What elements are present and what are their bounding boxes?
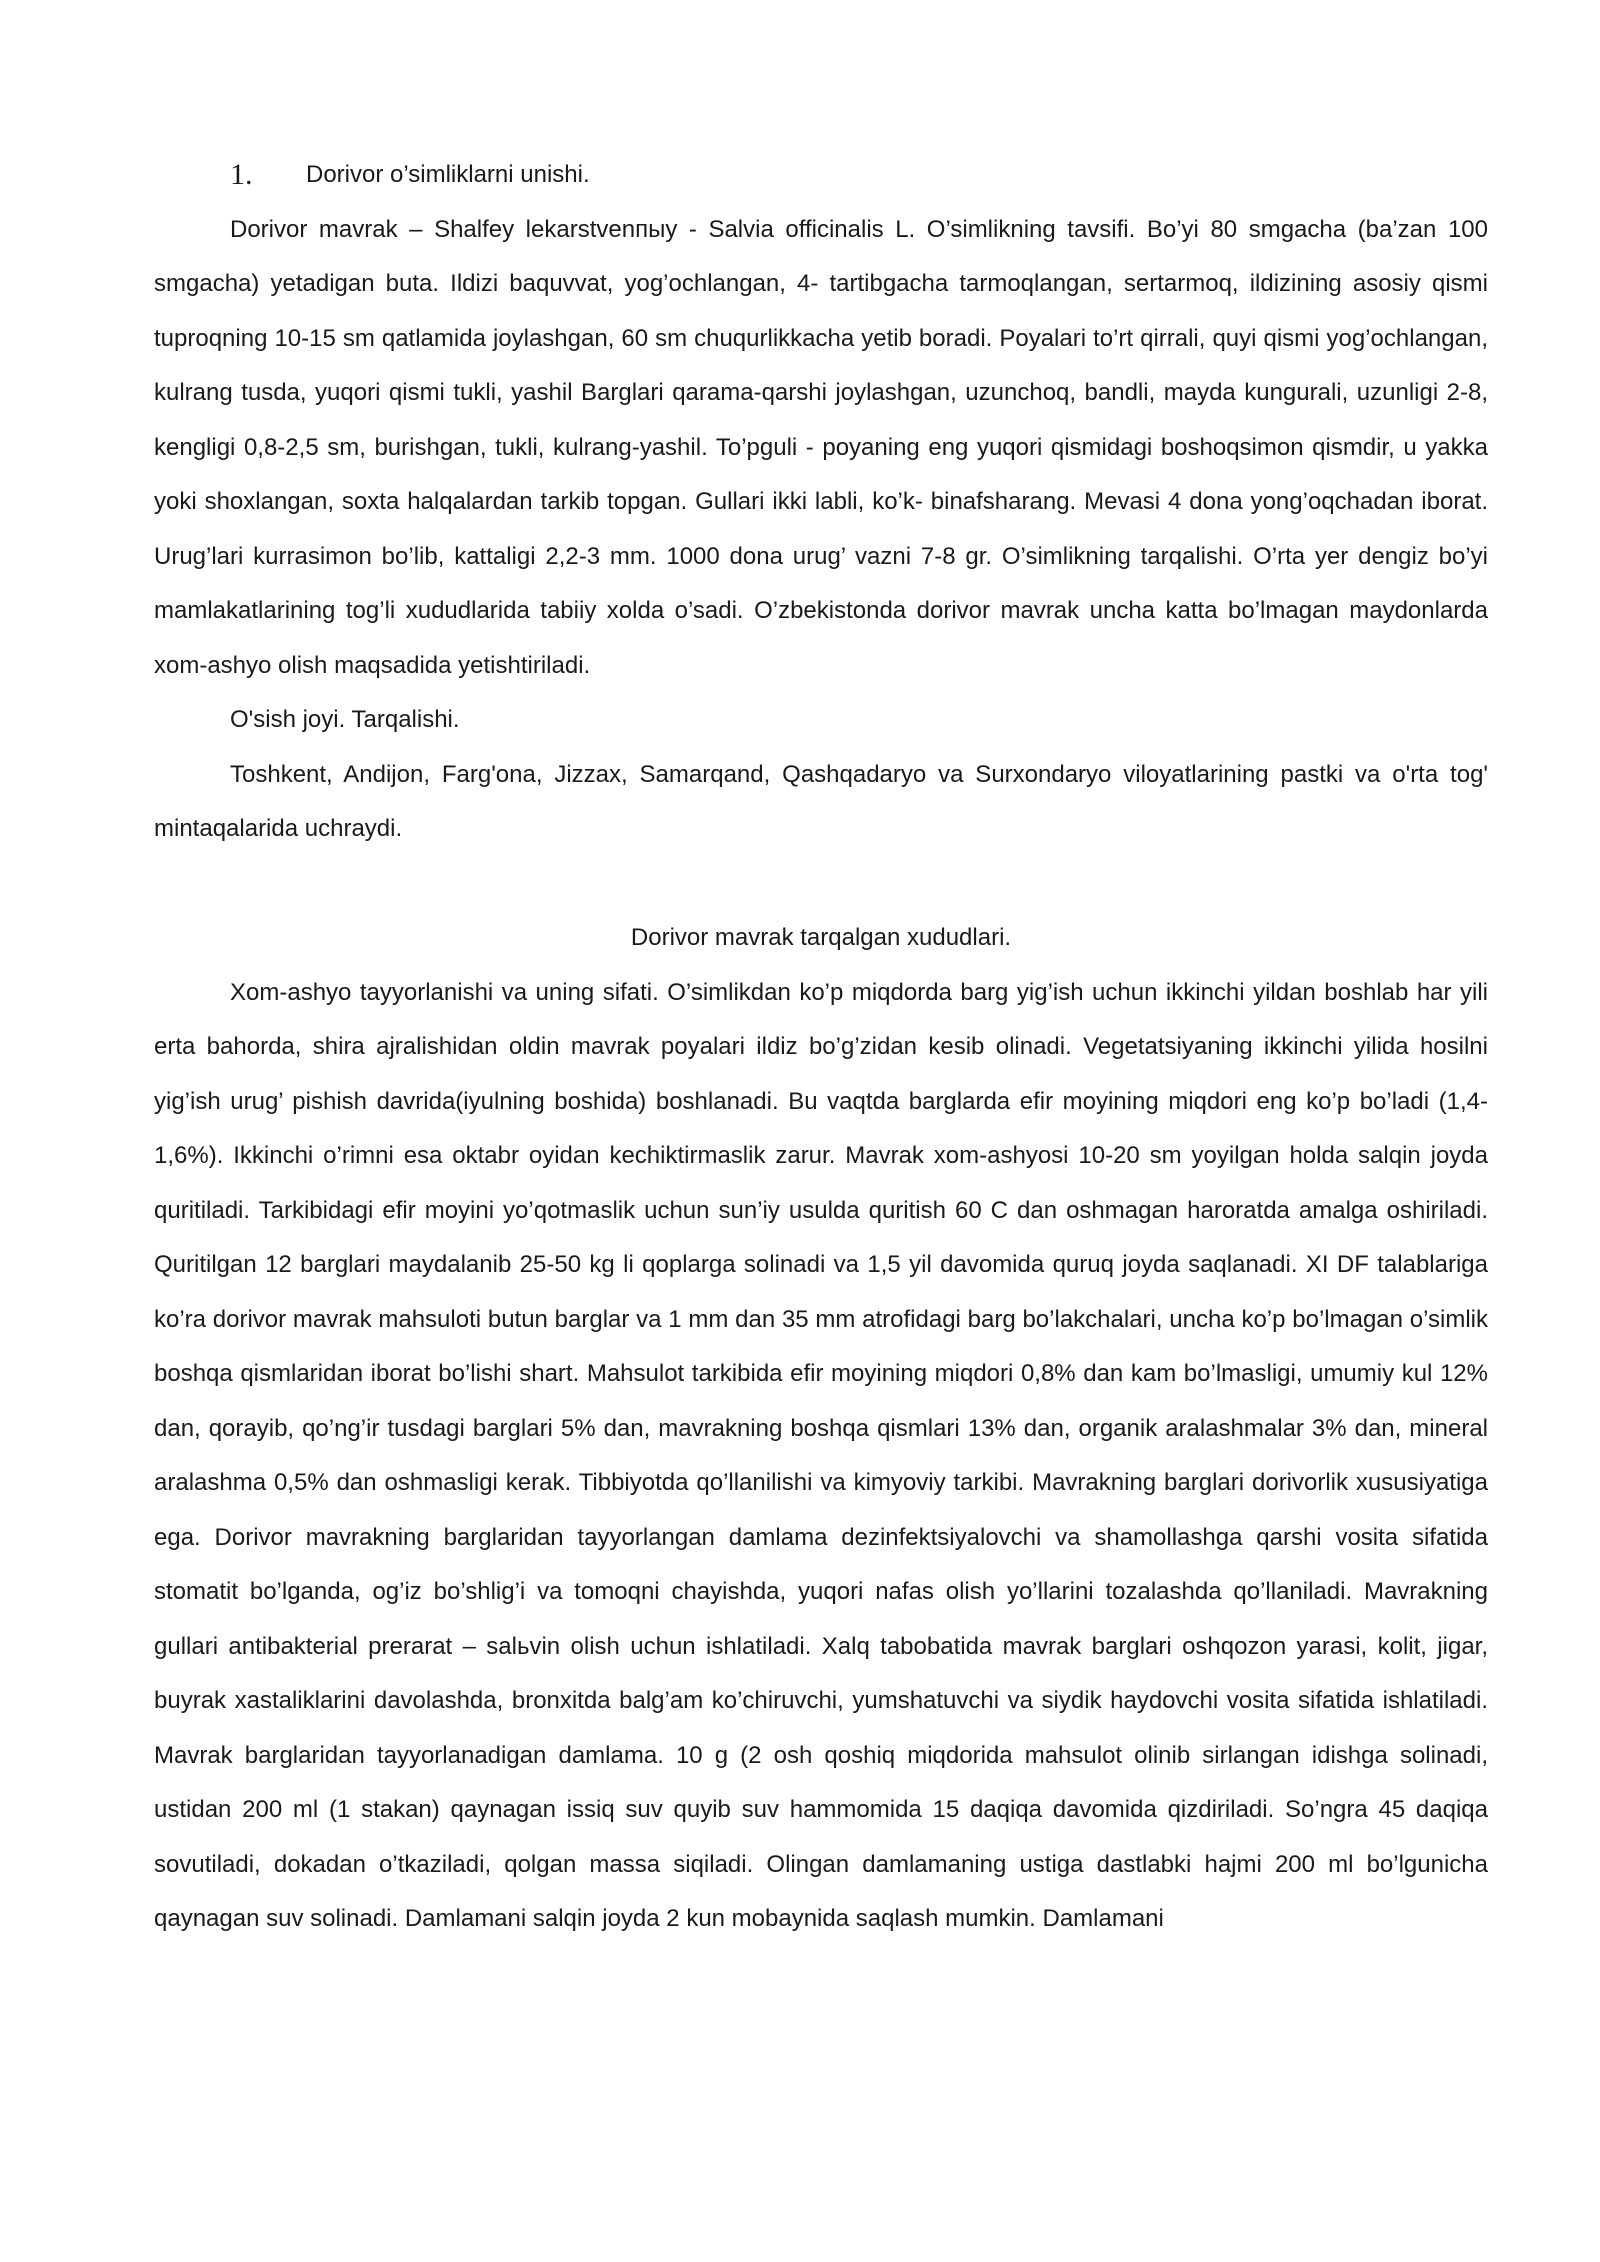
document-page	[154, 148, 1488, 1947]
regions-paragraph: Toshkent, Andijon, Farg'ona, Jizzax, Samarqand, Qashqadaryo va Surxondaryo viloyatlarining pastki va o'rta tog' mintaqalarida uchraydi.	[154, 760, 1488, 842]
intro-paragraph: Dorivor mavrak – Shalfey lekarstvenпыy - Salvia officinalis L. O’simlikning tavsifi. Bo’yi 80 smgacha (ba’zan 100 smgacha) yetadigan buta. Ildizi baquvvat, yog’ochlangan, 4- tartibgacha tarmoqlangan, sertarmoq, ildizining asosiy qismi tuproqning 10-15 sm qatlamida joylashgan, 60 sm chuqurlikkacha yetib boradi. Poyalari to’rt qirrali, quyi qismi yog’ochlangan, kulrang tusda, yuqori qismi tukli, yashil Barglari qarama-qarshi joylashgan, uzunchoq, bandli, mayda kungurali, uzunligi 2-8, kengligi 0,8-2,5 sm, burishgan, tukli, kulrang-yashil. To’pguli - poyaning eng yuqori qismidagi boshoqsimon qismdir, u yakka yoki shoxlangan, soxta halqalardan tarkib topgan. Gullari ikki labli, ko’k- binafsharang. Mevasi 4 dona yong’oqchadan iborat. Urug’lari kurrasimon bo’lib, kattaligi 2,2-3 mm. 1000 dona urug’ vazni 7-8 gr. O’simlikning tarqalishi. O’rta yer dengiz bo’yi mamlakatlarining tog’li xududlarida tabiiy xolda o’sadi. O’zbekistonda dorivor mavrak uncha katta bo’lmagan maydonlarda xom-ashyo olish maqsadida yetishtiriladi.	[154, 215, 1488, 679]
figure-caption: Dorivor mavrak tarqalgan xududlari.	[630, 924, 1012, 951]
section-number: 1.	[230, 158, 253, 191]
growth-heading: O'sish joyi. Tarqalishi.	[230, 706, 460, 733]
section-heading	[154, 148, 1488, 203]
figure-placeholder	[154, 857, 1488, 912]
section-title: Dorivor o’simliklarni unishi.	[306, 161, 590, 188]
raw-material-paragraph: Xom-ashyo tayyorlanishi va uning sifati. O’simlikdan ko’p miqdorda barg yig’ish uchun ikkinchi yildan boshlab har yili erta bahorda, shira ajralishidan oldin mavrak poyalari ildiz bo’g’zidan kesib olinadi. Vegetatsiyaning ikkinchi yilida hosilni yig’ish urug’ pishish davrida(iyulning boshida) boshlanadi. Bu vaqtda barglarda efir moyining miqdori eng ko’p bo’ladi (1,4-1,6%). Ikkinchi o’rimni esa oktabr oyidan kechiktirmaslik zarur. Mavrak xom-ashyosi 10-20 sm yoyilgan holda salqin joyda quritiladi. Tarkibidagi efir moyini yo’qotmaslik uchun sun’iy usulda quritish 60 C dan oshmagan haroratda amalga oshiriladi. Quritilgan 12 barglari maydalanib 25-50 kg li qoplarga solinadi va 1,5 yil davomida quruq joyda saqlanadi. XI DF talablariga ko’ra dorivor mavrak mahsuloti butun barglar va 1 mm dan 35 mm atrofidagi barg bo’lakchalari, uncha ko’p bo’lmagan o’simlik boshqa qismlaridan iborat bo’lishi shart. Mahsulot tarkibida efir moyining miqdori 0,8% dan kam bo’lmasligi, umumiy kul 12% dan, qorayib, qo’ng’ir tusdagi barglari 5% dan, mavrakning boshqa qismlari 13% dan, organik aralashmalar 3% dan, mineral aralashma 0,5% dan oshmasligi kerak. Tibbiyotda qo’llanilishi va kimyoviy tarkibi. Mavrakning barglari dorivorlik xususiyatiga ega. Dorivor mavrakning barglaridan tayyorlangan damlama dezinfektsiyalovchi va shamollashga qarshi vosita sifatida stomatit bo’lganda, og’iz bo’shlig’i va tomoqni chayishda, yuqori nafas olish yo’llarini tozalashda qo’llaniladi. Mavrakning gullari antibakterial prerarat – salьvin olish uchun ishlatiladi. Xalq tabobatida mavrak barglari oshqozon yarasi, kolit, jigar, buyrak xastaliklarini davolashda, bronxitda balg’am ko’chiruvchi, yumshatuvchi va siydik haydovchi vosita sifatida ishlatiladi. Mavrak barglaridan tayyorlanadigan damlama. 10 g (2 osh qoshiq miqdorida mahsulot olinib sirlangan idishga solinadi, ustidan 200 ml (1 stakan) qaynagan issiq suv quyib suv hammomida 15 daqiqa davomida qizdiriladi. So’ngra 45 daqiqa sovutiladi, dokadan o’tkaziladi, qolgan massa siqiladi. Olingan damlamaning ustiga dastlabki hajmi 200 ml bo’lgunicha qaynagan suv solinadi. Damlamani salqin joyda 2 kun mobaynida saqlash mumkin. Damlamani	[154, 978, 1488, 1932]
